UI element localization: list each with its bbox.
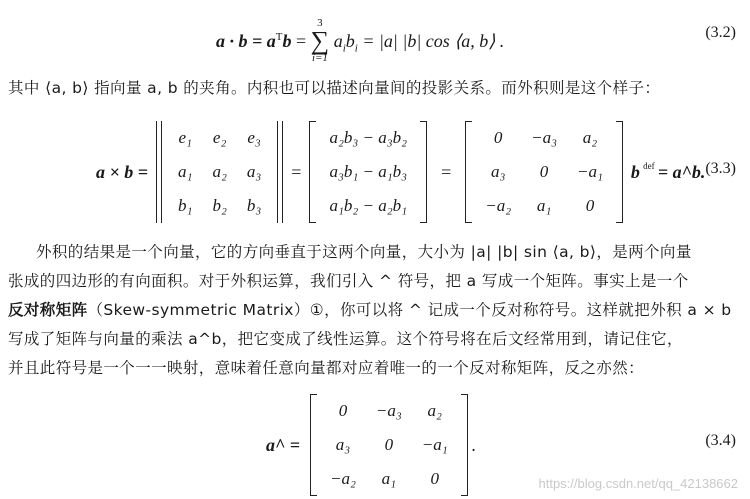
skew-matrix-row (475, 155, 613, 189)
determinant-cell: b₁ (178, 196, 193, 215)
eq32-sum-upper: 3 (317, 17, 323, 29)
eq33-lhs: a × b = (96, 161, 149, 182)
skew-matrix-cell: a₂ (582, 128, 598, 147)
paragraph-cross-product-explanation (8, 238, 736, 383)
equation-3-2 (0, 4, 750, 66)
skew-matrix-hat-cell: −a₁ (421, 435, 448, 454)
equation-3-2-body (216, 17, 505, 66)
eq33-tail-rhs: = a^b. (657, 161, 706, 182)
cross-product-column-vector (309, 121, 427, 223)
skew-matrix-hat-cell: 0 (384, 435, 394, 454)
eq32-b: b (282, 31, 292, 52)
determinant-cell: a₁ (178, 162, 193, 181)
determinant-cell: a₂ (212, 162, 227, 181)
equation-number-3-4: (3.4) (705, 432, 736, 449)
eq32-bi: b (345, 31, 355, 52)
skew-matrix-cell: 0 (539, 162, 549, 181)
determinant-row (168, 121, 271, 155)
column-vector-cell: a₁b₂ − a₂b₁ (329, 196, 408, 215)
skew-matrix-row (475, 121, 613, 155)
skew-matrix-hat-row (320, 428, 458, 462)
skew-matrix-hat-cell: a₁ (381, 469, 397, 488)
column-vector-row (319, 189, 417, 223)
skew-matrix-row (475, 189, 613, 223)
eq32-summation (311, 18, 330, 64)
eq32-sum-lower: i=1 (311, 52, 328, 64)
para2-line2: 张成的四边形的有向面积。对于外积运算，我们引入 ^ 符号，把 a 写成一个矩阵。事实上是一个 (8, 272, 689, 290)
skew-matrix-hat-cell: 0 (338, 401, 348, 420)
skew-matrix-cell: a₃ (490, 162, 506, 181)
determinant-cell: e₃ (247, 128, 261, 147)
determinant-cell: b₂ (212, 196, 227, 215)
skew-matrix-cell: a₁ (536, 196, 552, 215)
column-vector-row (319, 121, 417, 155)
equation-3-3 (0, 116, 750, 226)
eq33-equals-1: = (291, 161, 302, 182)
skew-matrix-cell: 0 (493, 128, 503, 147)
skew-matrix-cell: −a₃ (531, 128, 557, 147)
skew-matrix-hat-cell: 0 (430, 469, 439, 488)
equation-3-4-body (266, 396, 476, 494)
para2-line1: 外积的结果是一个向量，它的方向垂直于这两个向量，大小为 |a| |b| sin ⟨a, b⟩，是两个向量 (36, 243, 692, 261)
eq33-tail-b: b (630, 161, 640, 182)
determinant-cell: a₃ (246, 162, 262, 181)
skew-matrix-cell: −a₂ (485, 196, 512, 215)
determinant-matrix (156, 121, 283, 223)
eq33-equals-2: = (441, 161, 452, 182)
equation-3-3-body (96, 120, 705, 224)
skew-symmetric-term: 反对称矩阵 (8, 301, 88, 319)
eq32-sub-i1: i (342, 42, 346, 55)
para2-line5: 并且此符号是一个一一映射，意味着任意向量都对应着唯一的一个反对称矩阵，反之亦然： (8, 359, 645, 377)
skew-symmetric-matrix-3-4 (310, 394, 468, 496)
para2-line3 (8, 296, 736, 325)
equation-number-3-2: (3.2) (705, 24, 736, 41)
determinant-row (168, 155, 271, 189)
skew-matrix-hat-row (320, 462, 458, 496)
eq32-equals: = (296, 31, 307, 52)
determinant-cell: e₂ (212, 128, 227, 147)
para2-line4: 写成了矩阵与向量的乘法 a^b，把它变成了线性运算。这个符号将在后文经常用到，请记住它， (8, 330, 683, 348)
determinant-cell: b₃ (246, 196, 262, 215)
para2-line3-rest: （Skew-symmetric Matrix）①，你可以将 ^ 记成一个反对称符号。这样就把外积 a × b (87, 301, 732, 319)
eq33-def-label: def (643, 161, 655, 171)
skew-matrix-hat-cell: −a₂ (330, 469, 356, 488)
skew-matrix-cell: 0 (585, 196, 595, 215)
skew-matrix-hat-cell: a₃ (335, 435, 351, 454)
equation-number-3-3: (3.3) (705, 160, 736, 177)
determinant-row (168, 189, 271, 223)
column-vector-cell: a₂b₃ − a₃b₂ (329, 128, 408, 147)
eq32-ai: a (333, 31, 343, 52)
column-vector-row (319, 155, 417, 189)
eq32-transpose: T (275, 31, 283, 44)
eq32-lhs: a · b = a (216, 31, 276, 52)
skew-matrix-cell: −a₁ (577, 162, 603, 181)
determinant-cell: e₁ (178, 128, 192, 147)
watermark-url: https://blog.csdn.net/qq_42138662 (538, 476, 738, 491)
column-vector-cell: a₃b₁ − a₁b₃ (329, 162, 408, 181)
skew-matrix-hat-cell: a₂ (427, 401, 442, 420)
skew-symmetric-matrix-3-3 (465, 121, 623, 223)
eq34-period: . (471, 434, 477, 455)
paragraph-angle-definition: 其中 ⟨a, b⟩ 指向量 a, b 的夹角。内积也可以描述向量间的投影关系。而外积则是这个样子： (8, 79, 661, 97)
eq32-sum-symbol: ∑ (310, 26, 330, 55)
skew-matrix-hat-cell: −a₃ (375, 401, 402, 420)
eq32-rhs: = |a| |b| cos ⟨a, b⟩ . (362, 31, 505, 52)
skew-matrix-hat-row (320, 394, 458, 428)
eq34-lhs: a^ = (266, 434, 301, 455)
eq32-sub-i2: i (354, 42, 358, 55)
